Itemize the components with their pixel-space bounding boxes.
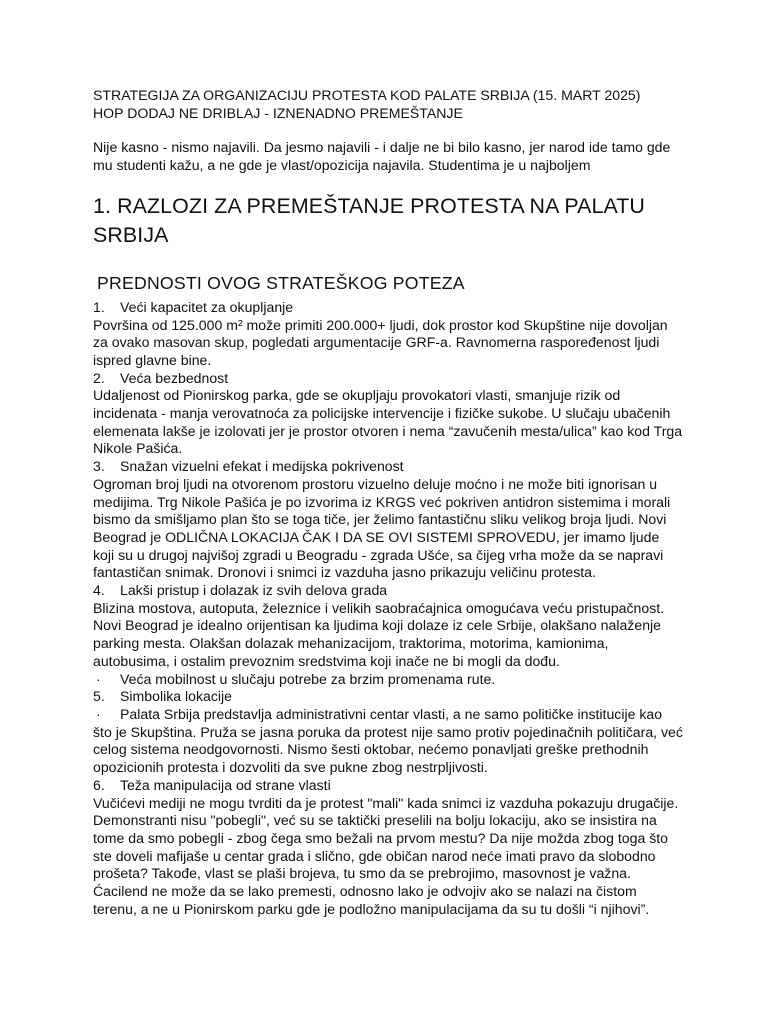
- item-1-heading: [93, 299, 683, 317]
- item-3-title: Snažan vizuelni efekat i medijska pokrivenost: [120, 458, 404, 475]
- item-2-body: Udaljenost od Pionirskog parka, gde se okupljaju provokatori vlasti, smanjuje rizik od incidenata - manja verovatnoća za policijske intervencije i fizičke sukobe. U slučaju ubačenih elemenata lakše je izolovati jer je prostor otvoren i nema “zavučenih mesta/ulica” kao kod Trga Nikole Pašića.: [93, 387, 683, 457]
- item-6-title: Teža manipulacija od strane vlasti: [120, 776, 331, 793]
- item-5-bullet-text: Palata Srbija predstavlja administrativni centar vlasti, a ne samo političke institucije kao: [120, 705, 663, 722]
- item-4-title: Lakši pristup i dolazak iz svih delova grada: [120, 582, 388, 599]
- item-4-bullet-text: Veća mobilnost u slučaju potrebe za brzim promenama rute.: [120, 670, 496, 687]
- item-5-heading: [93, 688, 683, 706]
- document-page: [93, 87, 683, 918]
- item-6-number: 6.: [93, 776, 105, 793]
- advantages-subheading: PREDNOSTI OVOG STRATEŠKOG POTEZA: [97, 272, 465, 293]
- bullet-dot: ·: [96, 705, 101, 722]
- item-5-number: 5.: [93, 688, 105, 705]
- item-4-heading: [93, 582, 683, 600]
- item-5-body: što je Skupština. Pruža se jasna poruka da protest nije samo protiv pojedinačnih političara, već celog sistema neodgovornosti. Nismo šesti oktobar, nećemo ponavljati greške prethodnih opozicionih protesta i dozvoliti da sve pukne zbog nestrpljivosti.: [93, 723, 683, 776]
- advantages-list: [93, 299, 683, 919]
- bullet-dot: ·: [96, 670, 101, 687]
- item-5-bullet: [93, 706, 683, 724]
- item-5-title: Simbolika lokacije: [120, 688, 233, 705]
- item-2-heading: [93, 370, 683, 388]
- item-1-body: Površina od 125.000 m² može primiti 200.000+ ljudi, dok prostor kod Skupštine nije dovoljan za ovako masovan skup, pogledati argumentacije GRF-a. Ravnomerna raspoređenost ljudi ispred glavne bine.: [93, 316, 668, 368]
- item-1-number: 1.: [93, 298, 105, 315]
- document-title-line-2: HOP DODAJ NE DRIBLAJ - IZNENADNO PREMEŠTANJE: [93, 104, 463, 121]
- document-title-line-1: STRATEGIJA ZA ORGANIZACIJU PROTESTA KOD PALATE SRBIJA (15. MART 2025): [93, 87, 641, 103]
- section-1-heading: 1. RAZLOZI ZA PREMEŠTANJE PROTESTA NA PALATU SRBIJA: [93, 193, 645, 248]
- item-2-title: Veća bezbednost: [120, 369, 229, 386]
- item-1-title: Veći kapacitet za okupljanje: [120, 298, 294, 315]
- item-3-number: 3.: [93, 458, 105, 475]
- item-4-number: 4.: [93, 582, 105, 599]
- item-2-number: 2.: [93, 369, 105, 386]
- item-4-body: Blizina mostova, autoputa, železnice i velikih saobraćajnica omogućava veću pristupačnost. Novi Beograd je idealno orijentisan ka ljudima koji dolaze iz cele Srbije, olakšano nalaženje parking mesta. Olakšan dolazak mehanizacijom, traktorima, motorima, kamionima, autobusima, i ostalim prevoznim sredstvima koji inače ne bi mogli da dođu.: [93, 599, 665, 669]
- item-6-heading: [93, 777, 683, 795]
- item-4-bullet: [93, 671, 683, 689]
- item-6-body: Vučićevi mediji ne mogu tvrditi da je protest "mali" kada snimci iz vazduha pokazuju drugačije. Demonstranti nisu "pobegli", već su se taktički preselili na bolju lokaciju, ako se insistira na tome da smo pobegli - zbog čega smo bežali na prvom mestu? Da nije možda zbog toga što ste doveli mafijaše u centar grada i slično, gde običan narod neće imati pravo da slobodno prošeta? Takođe, vlast se plaši brojeva, tu smo da se prebrojimo, masovnost je važna. Ćacilend ne može da se lako premesti, odnosno lako je odvojiv ako se nalazi na čistom terenu, a ne u Pionirskom parku gde je podložno manipulacijama da su tu došli “i njihovi”.: [93, 794, 679, 917]
- item-3-heading: [93, 458, 683, 476]
- item-3-body: Ogroman broj ljudi na otvorenom prostoru vizuelno deluje moćno i ne može biti ignorisan u medijima. Trg Nikole Pašića je po izvorima iz KRGS već pokriven antidron sistemima i morali bismo da smišljamo plan što se toga tiče, jer želimo fantastičnu sliku velikog broja ljudi. Novi Beograd je ODLIČNA LOKACIJA ČAK I DA SE OVI SISTEMI SPROVEDU, jer imamo ljude koji su u drugoj najvišoj zgradi u Beogradu - zgrada Ušće, sa čijeg vrha može da se napravi fantastičan snimak. Dronovi i snimci iz vazduha jasno prikazuju veličinu protesta.: [93, 475, 671, 581]
- intro-paragraph: Nije kasno - nismo najavili. Da jesmo najavili - i dalje ne bi bilo kasno, jer narod ide tamo gde mu studenti kažu, a ne gde je vlast/opozicija najavila. Studentima je u najboljem: [93, 139, 671, 174]
